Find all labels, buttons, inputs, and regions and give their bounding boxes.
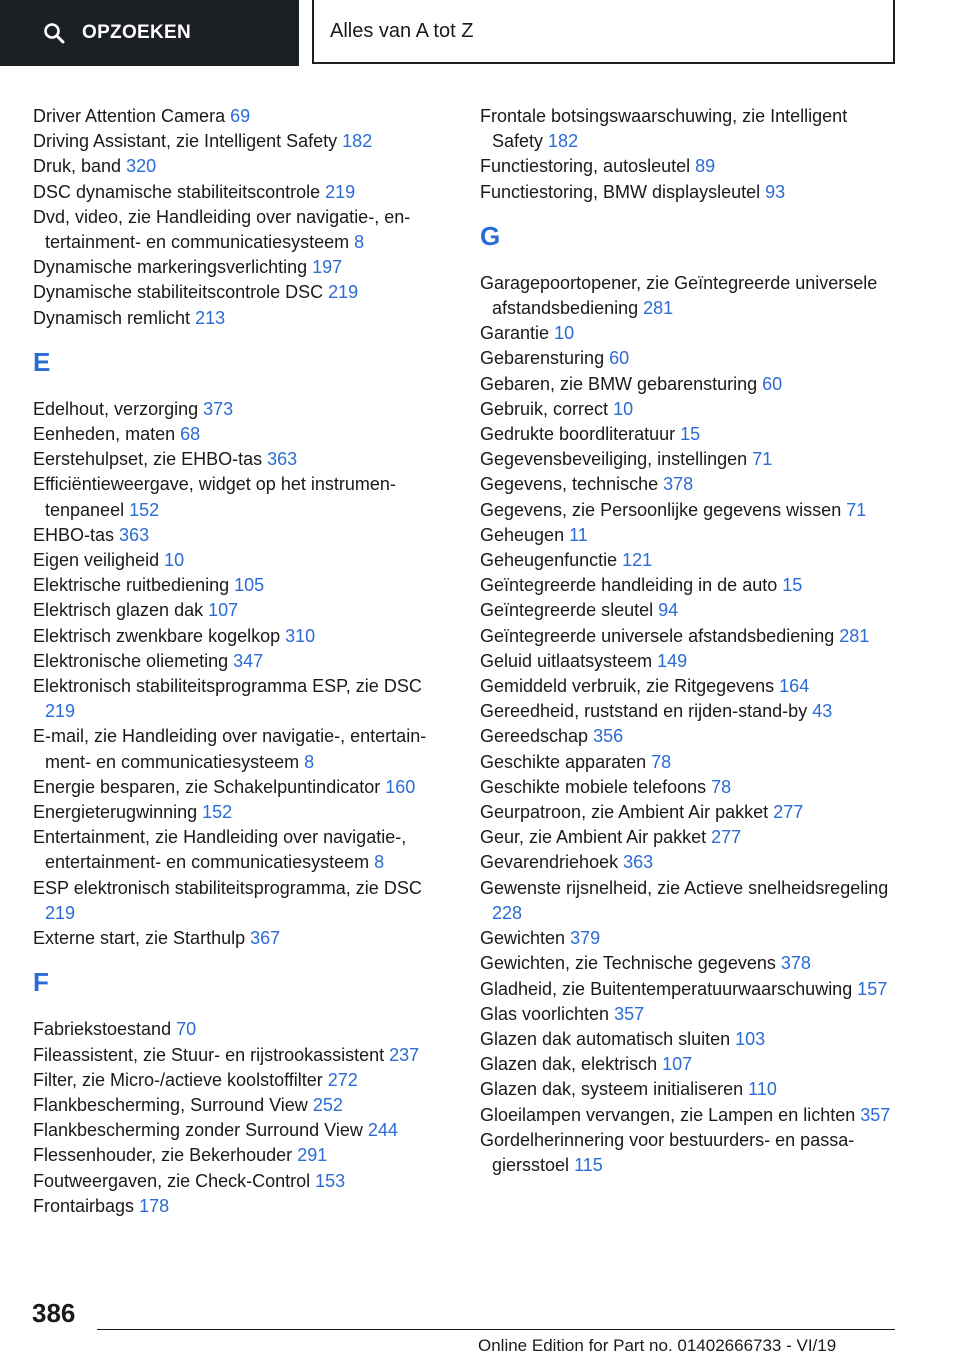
index-entry (480, 699, 900, 724)
index-entry-text: Geschikte apparaten (480, 751, 647, 772)
top-bar (0, 0, 960, 66)
index-entry (33, 1093, 453, 1118)
index-entry-text: Driving Assistant, zie Intelligent Safety (33, 131, 338, 152)
page-link[interactable]: 164 (779, 676, 810, 697)
index-entry-text: Gebaren, zie BMW gebarensturing (480, 373, 758, 394)
index-entry-text: Geluid uitlaatsysteem (480, 650, 653, 671)
page-link[interactable]: 213 (195, 307, 226, 328)
page-link[interactable]: 94 (658, 600, 679, 621)
index-entry (480, 1002, 900, 1027)
index-entry-text: Energieterugwinning (33, 802, 198, 823)
index-entry (480, 1103, 900, 1128)
index-entry (33, 876, 453, 926)
section-title-tab[interactable] (312, 0, 895, 64)
index-entry (480, 154, 900, 179)
page-link[interactable]: 281 (839, 625, 870, 646)
page-link[interactable]: 291 (297, 1145, 328, 1166)
index-entry-text: Flessenhouder, zie Bekerhouder (33, 1145, 293, 1166)
page-link[interactable]: 182 (342, 131, 373, 152)
index-entry (33, 306, 453, 331)
index-entry (33, 397, 453, 422)
index-entry (33, 255, 453, 280)
index-entry (480, 180, 900, 205)
index-entry-text: ESP elektronisch stabiliteitsprogramma, zie DSC (33, 877, 422, 898)
index-entry (33, 598, 453, 623)
index-entry (33, 573, 453, 598)
index-entry-text: Gegevens, technische (480, 474, 659, 495)
page-link[interactable]: 89 (695, 156, 716, 177)
page-link[interactable]: 277 (773, 802, 804, 823)
index-entry (480, 573, 900, 598)
index-entry-text: Efficiëntieweergave, widget op het instrumentenpaneel (33, 474, 396, 520)
index-letter-heading: G (480, 220, 501, 251)
footer-divider (97, 1329, 895, 1330)
index-entry-text: Geheugenfunctie (480, 550, 618, 571)
index-entry (33, 104, 453, 129)
index-entry-text: Gloeilampen vervangen, zie Lampen en lichten (480, 1104, 856, 1125)
index-letter-heading: E (33, 346, 51, 377)
page-link[interactable]: 11 (569, 524, 588, 545)
index-entry (33, 800, 453, 825)
page-link[interactable]: 237 (389, 1044, 420, 1065)
index-entry-text: Frontale botsingswaarschuwing, zie Intelligent Safety (480, 106, 848, 152)
page-link[interactable]: 107 (662, 1054, 693, 1075)
index-entry-text: Externe start, zie Starthulp (33, 928, 246, 949)
page-link[interactable]: 320 (126, 156, 157, 177)
page-link[interactable]: 68 (180, 424, 201, 445)
page-link[interactable]: 277 (711, 827, 742, 848)
index-entry (33, 523, 453, 548)
index-entry (480, 926, 900, 951)
edition-footer: Online Edition for Part no. 01402666733 - VI/19 (478, 1336, 837, 1355)
index-entry-text: Geïntegreerde universele afstandsbediening (480, 625, 835, 646)
index-entry (33, 724, 453, 774)
index-entry (33, 180, 453, 205)
section-title: Alles van A tot Z (330, 19, 474, 42)
page-link[interactable]: 10 (613, 398, 634, 419)
index-entry (480, 775, 900, 800)
index-entry-text: Glas voorlichten (480, 1003, 610, 1024)
page-link[interactable]: 363 (119, 524, 150, 545)
index-entry (480, 750, 900, 775)
index-entry (480, 104, 900, 154)
index-entry (480, 649, 900, 674)
page-link[interactable]: 157 (857, 978, 888, 999)
page-link[interactable]: 197 (312, 257, 343, 278)
page-link[interactable]: 8 (304, 751, 315, 772)
index-entry (480, 472, 900, 497)
index-entry-text: Gereedheid, ruststand en rijden-stand-by (480, 701, 808, 722)
index-entry (480, 498, 900, 523)
page-link[interactable]: 357 (860, 1104, 891, 1125)
index-entry (33, 649, 453, 674)
index-entry (33, 1043, 453, 1068)
index-entry (480, 1027, 900, 1052)
index-entry-text: Gevarendriehoek (480, 852, 619, 873)
index-entry-text: Druk, band (33, 156, 122, 177)
index-entry-text: Gewichten (480, 928, 566, 949)
search-icon (42, 21, 66, 45)
index-entry (33, 1169, 453, 1194)
page-link[interactable]: 105 (234, 575, 265, 596)
page-link[interactable]: 281 (643, 298, 674, 319)
page-link[interactable]: 152 (129, 499, 160, 520)
index-entry (480, 397, 900, 422)
index-entry (480, 876, 900, 926)
index-column-left (33, 104, 453, 1219)
page-link[interactable]: 8 (354, 232, 365, 253)
index-entry-text: Dynamische markeringsverlichting (33, 257, 308, 278)
page-link[interactable]: 93 (765, 181, 786, 202)
index-entry-text: Glazen dak automatisch sluiten (480, 1028, 731, 1049)
index-entry-text: Entertainment, zie Handleiding over navigatie-, entertainment- en communicatiesysteem (33, 827, 407, 873)
index-entry-text: Geur, zie Ambient Air pakket (480, 827, 707, 848)
index-entry (33, 280, 453, 305)
index-entry-text: Gordelherinnering voor bestuurders- en passagiersstoel (480, 1129, 855, 1175)
index-entry-text: Garantie (480, 323, 550, 344)
index-entry (33, 154, 453, 179)
page-link[interactable]: 367 (250, 928, 281, 949)
index-entry (480, 800, 900, 825)
index-entry-text: Dynamisch remlicht (33, 307, 191, 328)
page-link[interactable]: 378 (780, 953, 811, 974)
page-link[interactable]: 272 (327, 1069, 358, 1090)
index-entry-text: Gegevens, zie Persoonlijke gegevens wissen (480, 499, 842, 520)
page-link[interactable]: 244 (367, 1120, 398, 1141)
page-link[interactable]: 15 (782, 575, 803, 596)
page-link[interactable]: 15 (680, 424, 701, 445)
index-entry-text: E-mail, zie Handleiding over navigatie-, entertainment- en communicatiesysteem (33, 726, 427, 772)
page-link[interactable]: 10 (554, 323, 575, 344)
index-entry-text: Gladheid, zie Buitentemperatuurwaarschuwing (480, 978, 853, 999)
page-link[interactable]: 347 (233, 650, 264, 671)
index-entry-text: Fabriekstoestand (33, 1019, 172, 1040)
index-entry (33, 775, 453, 800)
index-entry (480, 422, 900, 447)
index-entry-text: Garagepoortopener, zie Geïntegreerde universele afstandsbediening (480, 272, 878, 319)
index-entry-text: Gebarensturing (480, 348, 605, 369)
page-link[interactable]: 153 (315, 1170, 346, 1191)
page-link[interactable]: 10 (164, 550, 185, 571)
page-link[interactable]: 43 (812, 701, 833, 722)
index-entry (480, 1077, 900, 1102)
index-entry (480, 523, 900, 548)
page-link[interactable]: 182 (548, 131, 579, 152)
index-entry (33, 205, 453, 255)
index-entry-text: Geïntegreerde handleiding in de auto (480, 575, 778, 596)
index-entry (33, 1194, 453, 1219)
page-link[interactable]: 152 (202, 802, 233, 823)
page-link[interactable]: 357 (614, 1003, 645, 1024)
search-tab[interactable] (0, 0, 299, 66)
index-entry (33, 447, 453, 472)
page-link[interactable]: 60 (609, 348, 630, 369)
page-link[interactable]: 107 (208, 600, 239, 621)
index-entry (480, 977, 900, 1002)
index-entry-text: EHBO-tas (33, 524, 115, 545)
index-entry (33, 129, 453, 154)
page-link[interactable]: 356 (593, 726, 624, 747)
index-entry-text: Dynamische stabiliteitscontrole DSC (33, 282, 324, 303)
page-link[interactable]: 252 (312, 1094, 343, 1115)
page-link[interactable]: 378 (663, 474, 694, 495)
index-entry (480, 346, 900, 371)
index-entry-text: Eigen veiligheid (33, 550, 160, 571)
index-entry (33, 1068, 453, 1093)
page-link[interactable]: 69 (230, 106, 251, 126)
index-entry (480, 1128, 900, 1178)
index-entry-text: Fileassistent, zie Stuur- en rijstrookassistent (33, 1044, 385, 1065)
index-entry (480, 825, 900, 850)
index-entry (33, 1143, 453, 1168)
index-entry-text: Gedrukte boordliteratuur (480, 424, 676, 445)
page-link[interactable]: 310 (285, 625, 316, 646)
page-link[interactable]: 379 (570, 928, 601, 949)
index-entry-text: Gewenste rijsnelheid, zie Actieve snelheidsregeling (480, 877, 889, 898)
index-entry-text: Geurpatroon, zie Ambient Air pakket (480, 802, 769, 823)
index-entry (33, 624, 453, 649)
index-entry-text: Flankbescherming, Surround View (33, 1094, 308, 1115)
page-link[interactable]: 115 (574, 1154, 603, 1175)
page-link[interactable]: 71 (752, 449, 773, 470)
index-entry (480, 598, 900, 623)
page-link[interactable]: 363 (267, 449, 298, 470)
index-entry-text: Functiestoring, autosleutel (480, 156, 691, 177)
page-link[interactable]: 219 (45, 902, 76, 923)
page-link[interactable]: 228 (492, 902, 523, 923)
page-link[interactable]: 103 (735, 1028, 766, 1049)
index-entry-text: DSC dynamische stabiliteitscontrole (33, 181, 321, 202)
index-entry-text: Geheugen (480, 524, 565, 545)
index-entry-text: Gegevensbeveiliging, instellingen (480, 449, 748, 470)
page-link[interactable]: 78 (711, 776, 732, 797)
page-link[interactable]: 71 (846, 499, 867, 520)
page-link[interactable]: 60 (762, 373, 783, 394)
index-entry (33, 926, 453, 951)
index-entry (480, 724, 900, 749)
index-entry (33, 472, 453, 522)
index-entry-text: Driver Attention Camera (33, 106, 226, 126)
page-link[interactable]: 178 (139, 1195, 170, 1216)
index-entry-text: Glazen dak, systeem initialiseren (480, 1079, 744, 1100)
page-link[interactable]: 160 (385, 776, 416, 797)
index-entry-text: Edelhout, verzorging (33, 398, 199, 419)
page-link[interactable]: 219 (325, 181, 356, 202)
index-entry-text: Geïntegreerde sleutel (480, 600, 654, 621)
index-entry-text: Glazen dak, elektrisch (480, 1054, 658, 1075)
index-entry-text: Elektronische oliemeting (33, 650, 229, 671)
index-entry (480, 548, 900, 573)
index-entry (480, 271, 900, 321)
index-entry-text: Foutweergaven, zie Check-Control (33, 1170, 311, 1191)
index-entry (33, 674, 453, 724)
search-tab-label: OPZOEKEN (82, 22, 192, 43)
index-entry (33, 1017, 453, 1042)
index-entry-text: Elektrisch glazen dak (33, 600, 204, 621)
page-link[interactable]: 373 (203, 398, 234, 419)
page-link[interactable]: 8 (374, 852, 385, 873)
index-letter-heading: F (33, 967, 49, 998)
page-link[interactable]: 78 (651, 751, 672, 772)
index-entry (480, 372, 900, 397)
index-entry-text: Dvd, video, zie Handleiding over navigatie-, entertainment- en communicatiesysteem (33, 206, 411, 253)
index-entry (480, 674, 900, 699)
index-entry-text: Elektrische ruitbediening (33, 575, 230, 596)
index-entry-text: Frontairbags (33, 1195, 135, 1216)
index-entry (33, 1118, 453, 1143)
index-entry-text: Energie besparen, zie Schakelpuntindicator (33, 776, 381, 797)
index-entry (480, 447, 900, 472)
index-entry (33, 422, 453, 447)
index-entry (480, 624, 900, 649)
index-entry (33, 548, 453, 573)
index-entry (480, 850, 900, 875)
page-link[interactable]: 219 (328, 282, 359, 303)
index-entry-text: Gebruik, correct (480, 398, 609, 419)
index-entry-text: Gereedschap (480, 726, 589, 747)
index-entry-text: Filter, zie Micro-/actieve koolstoffilter (33, 1069, 323, 1090)
index-entry (480, 1052, 900, 1077)
index-entry (33, 825, 453, 875)
page-link[interactable]: 149 (657, 650, 688, 671)
index-entry-text: Elektronisch stabiliteitsprogramma ESP, zie DSC (33, 676, 422, 697)
page-link[interactable]: 121 (622, 550, 653, 571)
page-link[interactable]: 219 (45, 701, 76, 722)
page-link[interactable]: 110 (748, 1079, 777, 1100)
page-link[interactable]: 70 (176, 1019, 197, 1040)
index-entry-text: Elektrisch zwenkbare kogelkop (33, 625, 281, 646)
index-entry-text: Gewichten, zie Technische gegevens (480, 953, 776, 974)
index-column-right (480, 104, 900, 1178)
index-entry-text: Flankbescherming zonder Surround View (33, 1120, 363, 1141)
page-link[interactable]: 363 (623, 852, 654, 873)
page-number: 386 (32, 1298, 76, 1328)
index-entry (480, 321, 900, 346)
index-entry-text: Geschikte mobiele telefoons (480, 776, 707, 797)
index-entry-text: Functiestoring, BMW displaysleutel (480, 181, 761, 202)
index-entry-text: Eerstehulpset, zie EHBO-tas (33, 449, 263, 470)
index-entry-text: Gemiddeld verbruik, zie Ritgegevens (480, 676, 775, 697)
index-entry (480, 951, 900, 976)
index-entry-text: Eenheden, maten (33, 424, 176, 445)
